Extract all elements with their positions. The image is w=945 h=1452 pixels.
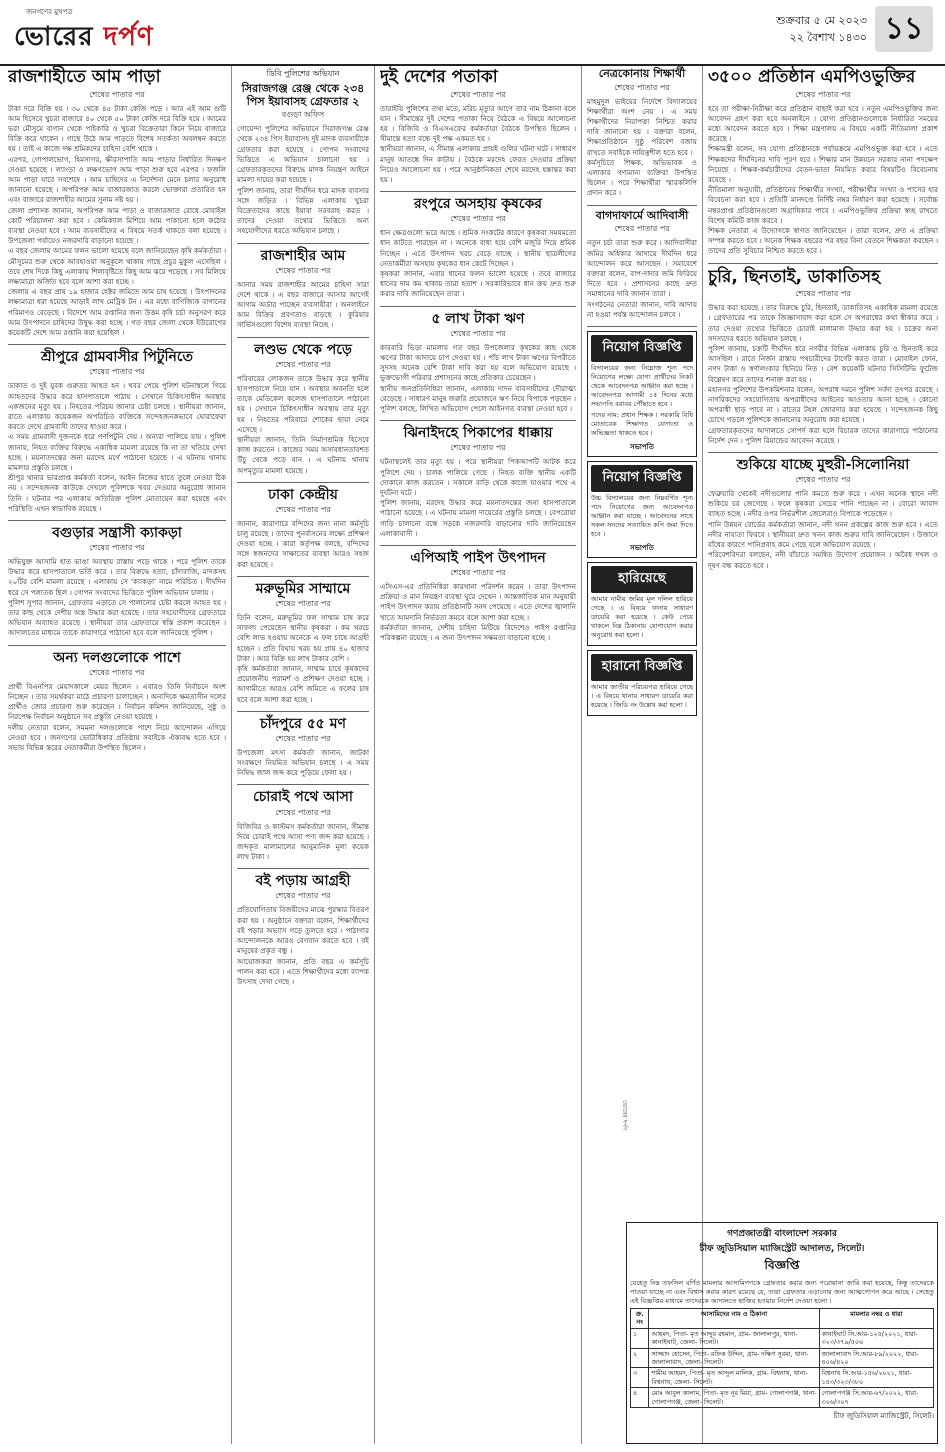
story-paragraph: প্রতিযোগিতায় বিজয়ীদের মাঝে পুরস্কার বিতরণ করা হয় । অনুষ্ঠানে বক্তারা বলেন, শিক্ষার্থীদের বই পড়ার অভ্যাস গড়ে তুলতে হবে । পাঠাগার আন্দোলনকে আরও বেগবান করতে হবে । বই মানুষের প্রকৃত বন্ধু । [237, 905, 369, 956]
story-headline: বগুড়ার সন্ত্রাসী ক্যাকড়া [52, 524, 182, 541]
story-paragraph: অভিযুক্ত আসামি হাত ভাঙা অবস্থায় রাস্তায় পড়ে থাকে । পরে পুলিশ তাকে উদ্ধার করে হাসপাতালে ভর্তি করে । তার বিরুদ্ধে হত্যা, চাঁদাবাজি, মাদকসহ ২০টির বেশি মামলা রয়েছে । এলাকায় সে 'ক্যাকড়া' নামে পরিচিত । দীর্ঘদিন ধরে সে পলাতক ছিল । গোপন সংবাদের ভিত্তিতে পুলিশ অভিযান চালায় । [8, 557, 226, 597]
news-story [237, 716, 369, 779]
table-cell: গোলাপগঞ্জ সি.আর-৬৭/২০২২, ধারা- ৩২৬/৩০৭ [819, 1388, 933, 1408]
story-divider [237, 784, 369, 785]
story-continuation: শেষের পাতার পর [450, 214, 506, 224]
story-paragraph: স্থানীয় জনপ্রতিনিধিরা জানান, এলাকায় দাদন ব্যবসায়ীদের দৌরাত্ম্য বেড়েছে । সাধারণ মানুষ জরুরি প্রয়োজনে ঋণ নিয়ে বিপাকে পড়ছেন । পুলিশ বলছে, লিখিত অভিযোগ পেলে আইনগত ব্যবস্থা নেওয়া হবে । [380, 383, 576, 413]
story-divider [237, 482, 369, 483]
story-continuation: শেষের পাতার পর [795, 475, 851, 485]
story-divider [587, 205, 697, 206]
news-story [237, 342, 369, 476]
column-divider [231, 66, 232, 1444]
table-cell: ১ [631, 1328, 649, 1348]
story-headline: নেত্রকোনায় শিক্ষার্থী [598, 67, 686, 80]
story-continuation: শেষের পাতার পর [450, 328, 506, 338]
story-divider [237, 868, 369, 869]
story-paragraph: উদ্ধার করা হয়েছে । তার বিরুদ্ধে চুরি, ছিনতাই, ডাকাতিসহ একাধিক মামলা রয়েছে । গ্রেফতারের পর তাকে জিজ্ঞাসাবাদ করা হলে সে অপরাধের কথা স্বীকার করে । তার দেওয়া তথ্যের ভিত্তিতে চোরাই মালামাল উদ্ধার করা হয় । চক্রের অন্য সদস্যদের ধরতে অভিযান চলছে । [708, 303, 938, 343]
story-continuation: শেষের পাতার পর [89, 543, 145, 553]
story-headline: অন্য দলগুলোকে পাশে [53, 649, 181, 666]
column-1 [8, 66, 226, 1444]
table-header-cell: ক্র. নং [631, 1309, 649, 1329]
story-headline: শুকিয়ে যাচ্ছে মুহুরী-সিলোনিয়া [736, 456, 910, 473]
story-divider [237, 576, 369, 577]
story-paragraph: কর্মসূচিতে শিক্ষক, অভিভাবক ও এলাকার গণ্যমান্য ব্যক্তিরা উপস্থিত ছিলেন । পরে শিক্ষার্থীরা স্মারকলিপি প্রদান করে । [587, 157, 697, 198]
story-paragraph: পুলিশ জানায়, চক্রটি দীর্ঘদিন ধরে নগরীর বিভিন্ন এলাকায় চুরি ও ছিনতাই করে আসছিল । রাতে নির্জন রাস্তায় পথচারীদের টার্গেট করত তারা । মোবাইল ফোন, নগদ টাকা ও স্বর্ণালংকার ছিনিয়ে নিত । বেশ কয়েকটি ঘটনার সিসিটিভি ফুটেজ বিশ্লেষণ করে তাদের শনাক্ত করা হয় । [708, 343, 938, 384]
news-story [380, 550, 576, 643]
logo-name-part2: দর্পণ [103, 22, 154, 52]
story-headline: ঢাকা কেন্দ্রীয় [268, 486, 338, 503]
story-paragraph: প্রার্থী বিএনপির মেয়াদকালে মেয়র ছিলেন । এবারও তিনি নির্বাচনে অংশ নিচ্ছেন । তার সমর্থকরা মাঠে প্রচারণা চালাচ্ছেন । অন্যদিকে ক্ষমতাসীন দলের প্রার্থীও জোর প্রচারণা শুরু করেছেন । নির্বাচন কমিশন জানিয়েছে, সুষ্ঠু ও নিরপেক্ষ নির্বাচন অনুষ্ঠানে সব প্রস্তুতি নেওয়া হয়েছে । [8, 681, 226, 722]
table-row [631, 1388, 934, 1408]
table-cell: সাজ্জাদ হোসেন, পিতা- রফিক উদ্দিন, গ্রাম- দক্ষিণ সুরমা, থানা- জালালাবাদ, জেলা- সিলেট। [649, 1348, 819, 1368]
logo-tagline: জনগণের মুখপত্র [26, 8, 73, 16]
story-paragraph: তিনি বলেন, মরুভূমির ফল সাম্মাম চাষ করে সাফল্য পেয়েছেন স্থানীয় কৃষকরা । কম খরচে বেশি লাভ হওয়ায় অনেকে এ ফল চাষে আগ্রহী হচ্ছেন । প্রতি বিঘায় খরচ হয় প্রায় ৪০ হাজার টাকা । আর বিক্রি হয় লাখ টাকার বেশি । [237, 612, 369, 663]
story-paragraph: গোয়েন্দা পুলিশের অভিযানে সিরাজগঞ্জ রেঞ্জ থেকে ২৩৪ পিস ইয়াবাসহ দুই মাদক ব্যবসায়ীকে গ্রেফতার করা হয়েছে । গোপন সংবাদের ভিত্তিতে এ অভিযান চালানো হয় । গ্রেফতারকৃতদের বিরুদ্ধে মাদক নিয়ন্ত্রণ আইনে মামলা দায়ের করা হয়েছে । [237, 124, 369, 185]
news-story [237, 581, 369, 705]
story-continuation: শেষের পাতার পর [89, 667, 145, 677]
story-paragraph: পরিবারের লোকজন তাকে উদ্ধার করে স্থানীয় হাসপাতালে নিয়ে যান । অবস্থার অবনতি হলে তাকে মেডিকেল কলেজ হাসপাতালে পাঠানো হয় । সেখানে চিকিৎসাধীন অবস্থায় তার মৃত্যু হয় । নিহতের পরিবারে শোকের ছায়া নেমে এসেছে । [237, 373, 369, 434]
story-paragraph: জেলায় এ বছর প্রায় ১৯ হাজার হেক্টর জমিতে আম চাষ হয়েছে । উৎপাদনের লক্ষ্যমাত্রা ধরা হয়েছে আড়াই লাখ মেট্রিক টন । এর মধ্যে বাণিজ্যিক বাগানের পরিমাণও বেড়েছে । বিদেশে আম রপ্তানির জন্য উত্তম কৃষি চর্চা অনুসরণ করে আম উৎপাদনে চাষিদের উদ্বুদ্ধ করা হচ্ছে । গত বছর জেলা থেকে ইউরোপের কয়েকটি দেশে আম রপ্তানি করা হয়েছিল । [8, 287, 226, 338]
news-story [587, 210, 697, 320]
table-cell: জালালাবাদ সি.আর-৮৯/২০২২, ধারা- ৪০৬/৪২০ [819, 1348, 933, 1368]
story-paragraph: পানি উন্নয়ন বোর্ডের কর্মকর্তারা জানান, নদী খনন প্রকল্পের কাজ শুরু হবে । এতে নদীর নাব্যতা ফিরবে । স্থানীয়রা দ্রুত খনন কাজ শুরুর দাবি জানিয়েছেন । উজানে বাঁধের কারণে পানিপ্রবাহ কমে গেছে বলে অভিযোগ রয়েছে । [708, 519, 938, 550]
story-divider [708, 263, 938, 264]
story-paragraph: ধান ক্ষেত্রগুলো ভরে আছে । শ্রমিক সংকটের কারণে কৃষকরা সময়মতো ধান কাটতে পারছেন না । অনেকে বাধ্য হয়ে বেশি মজুরি দিয়ে শ্রমিক নিচ্ছেন । এতে উৎপাদন খরচ বেড়ে যাচ্ছে । স্থানীয় ছাত্রলীগের নেতাকর্মীরা অসহায় কৃষকের ধান কেটে দিচ্ছেন । [380, 228, 576, 268]
classified-ad [587, 562, 697, 646]
story-paragraph: কারবারি ভিড়া মামলায় গত বছর উপজেলার কৃষকের কাছ থেকে ঋণের টাকা আদায়ে চাপ দেওয়া হয় । পাঁচ লাখ টাকা ঋণের বিপরীতে সুদসহ অনেক বেশি টাকা দাবি করা হয় বলে অভিযোগ রয়েছে । ভুক্তভোগী পরিবার প্রশাসনের কাছে প্রতিকার চেয়েছেন । [380, 342, 576, 383]
story-divider [8, 645, 226, 646]
story-paragraph: নীতিমালা অনুযায়ী, প্রতিষ্ঠানের শিক্ষার্থীর সংখ্যা, পরীক্ষার্থীর সংখ্যা ও পাসের হার বিবেচনা করা হবে । প্রতিটি মানদণ্ডে নির্দিষ্ট নম্বর নির্ধারণ করা হয়েছে । সর্বোচ্চ নম্বরপ্রাপ্ত প্রতিষ্ঠানগুলো অগ্রাধিকার পাবে । এমপিওভুক্তির প্রক্রিয়া স্বচ্ছ রাখতে বিশেষ কমিটি কাজ করবে । [708, 185, 938, 225]
classified-ad [587, 461, 697, 558]
masthead [0, 0, 945, 66]
story-headline: ঝিনাইদহে পিকাপের ধাক্কায় [403, 425, 553, 442]
court-notice-title: বিজ্ঞপ্তি [764, 1258, 800, 1272]
classified-ad-title: নিয়োগ বিজ্ঞপ্তি [591, 465, 693, 492]
date-bengali: ২২ বৈশাখ ১৪৩০ [789, 31, 867, 44]
story-headline: দুই দেশের পতাকা [380, 67, 498, 87]
story-paragraph: বিজিবির ও কাস্টমস কর্মকর্তারা জানান, সীমান্ত দিয়ে চোরাই পথে আসা পণ্য জব্দ করা হয়েছে । জব্দকৃত মালামালের আনুমানিক মূল্য কয়েক লাখ টাকা । [237, 821, 369, 862]
story-continuation: শেষের পাতার পর [450, 89, 506, 99]
story-divider [380, 306, 576, 307]
classified-ad-title: হারানো বিজ্ঞপ্তি [591, 654, 693, 681]
news-story [237, 68, 369, 237]
court-notice-court: চীফ জুডিসিয়াল ম্যাজিস্ট্রেট আদালত, সিলেট। [699, 1244, 865, 1254]
story-continuation: শেষের পাতার পর [275, 504, 331, 514]
news-story [380, 311, 576, 415]
story-continuation: শেষের পাতার পর [275, 359, 331, 369]
story-headline: ৫ লাখ টাকা ঋণ [431, 310, 525, 327]
news-story [380, 196, 576, 300]
story-headline: চোরাই পথে আসা [253, 789, 353, 806]
classified-ad-text: বিদ্যালয়ের জন্য নিম্নোক্ত শূন্য পদে নিয়োগের লক্ষ্যে যোগ্য প্রার্থীদের নিকট থেকে আবেদনপত্র আহ্বান করা হচ্ছে । আবেদনপত্র আগামী ১৫ দিনের মধ্যে সভাপতি বরাবর পৌঁছাতে হবে । [591, 363, 693, 408]
story-headline: এপিআই পাইপ উৎপাদন [410, 549, 546, 566]
story-continuation: শেষের পাতার পর [450, 443, 506, 453]
story-continuation: শেষের পাতার পর [795, 89, 851, 99]
classified-ad-text: পদের নাম: প্রধান শিক্ষক । সরকারি বিধি মোতাবেক শিক্ষাগত যোগ্যতা ও অভিজ্ঞতা থাকতে হবে । [591, 410, 693, 437]
table-cell: কানাইঘাট সি.আর-১২৫/২০২১, ধারা- ৩২৩/৩৭৯/৫০৬ [819, 1328, 933, 1348]
story-paragraph: কৃষকরা জানান, এবার ধানের ফলন ভালো হয়েছে । তবে বাজারে ধানের দাম কম থাকায় তারা হতাশ । সরকারিভাবে ধান ক্রয় দ্রুত শুরু করার দাবি জানিয়েছেন তারা । [380, 269, 576, 299]
story-divider [708, 452, 938, 453]
classified-ad-text: আমার নামীয় জমির মূল দলিল হারিয়ে গেছে । এ বিষয়ে থানায় সাধারণ ডায়েরি করা হয়েছে । কেউ পেয়ে থাকলে নিম্ন ঠিকানায় যোগাযোগ করার অনুরোধ করা হলো । [591, 594, 693, 639]
story-paragraph: আনার সময় রাজশাহীর আমের চাহিদা সারা দেশে থাকে । এ বছর বাজারে আসার আগেই আগাম অর্ডার পাচ্ছেন ব্যবসায়ীরা । অনলাইনে আম বিক্রির প্রবণতাও বাড়ছে । কুরিয়ার সার্ভিসগুলো বিশেষ ব্যবস্থা নিচ্ছে । [237, 279, 369, 330]
story-divider [587, 326, 697, 327]
table-header-cell: আসামিদের নাম ও ঠিকানা [649, 1309, 819, 1329]
table-cell: ৪ [631, 1388, 649, 1408]
story-headline: রাজশাহীতে আম পাড়া [8, 67, 161, 87]
story-headline: ৩৫০০ প্রতিষ্ঠান এমপিওভুক্তির [708, 67, 916, 87]
story-paragraph: শ্রীপুর থানার ভারপ্রাপ্ত কর্মকর্তা বলেন, আইন নিজের হাতে তুলে নেওয়া ঠিক নয় । সন্দেহজনক কাউকে দেখলে পুলিশকে খবর দেওয়ার অনুরোধ জানান তিনি । ঘটনার পর এলাকায় অতিরিক্ত পুলিশ মোতায়েন করা হয়েছে এবং পরিস্থিতি এখন স্বাভাবিক রয়েছে । [8, 473, 226, 513]
table-cell: আহমদ, পিতা- মৃত আব্দুর রহমান, গ্রাম- জালালপুর, থানা- কানাইঘাট, জেলা- সিলেট। [649, 1328, 819, 1348]
story-paragraph: আয়োজকরা জানান, প্রতি বছর এ কর্মসূচি পালন করা হবে । এতে শিক্ষার্থীদের মধ্যে ব্যাপক উৎসাহ দেখা গেছে । [237, 956, 369, 986]
story-paragraph: এরপর, গোপালভোগ, হিমসাগর, ক্ষীরসাপাতি আম পাড়ার নির্ধারিত দিনক্ষণ দেওয়া হয়েছে । ল্যাংড়া ও লক্ষণভোগ আম পাড়া শুরু হবে এরপর । ফজলি আম পাড়া যাবে সবশেষে । আম চাষিদের এ নির্দেশনা মেনে চলার অনুরোধ জানানো হয়েছে । অপরিপক্ব আম বাজারজাত করলে ভোক্তারা প্রতারিত হন এবং বাজারে রাজশাহীর আমের সুনাম নষ্ট হয় । [8, 154, 226, 205]
news-story [8, 525, 226, 639]
column-divider [374, 66, 375, 1444]
story-paragraph: নতুন চর্চা তারা শুরু করে । আদিবাসীরা জমির অধিকার আদায়ে দীর্ঘদিন ধরে আন্দোলন করে আসছেন । সমাবেশে বক্তারা বলেন, বাপ-দাদার জমি ফিরিয়ে দিতে হবে । প্রশাসনের কাছে দ্রুত সমাধানের দাবি জানান তারা । [587, 238, 697, 299]
court-notice-government: গণপ্রজাতন্ত্রী বাংলাদেশ সরকার [727, 1229, 837, 1239]
story-paragraph: ঘটনাস্থলেই তার মৃত্যু হয় । পরে স্থানীয়রা পিকআপটি আটক করে পুলিশে দেয় । চালক পালিয়ে গেছে । নিহত ব্যক্তি স্থানীয় একটি দোকানে কাজ করতেন । সকালে বাড়ি থেকে কাজে যাওয়ার পথে এ দুর্ঘটনা ঘটে । [380, 457, 576, 497]
table-header-cell: মামলার নম্বর ও ধারা [819, 1309, 933, 1329]
story-headline: শ্রীপুরে গ্রামবাসীর পিটুনিতে [41, 349, 193, 366]
story-paragraph: টাকা দরে বিক্রি হয় । ৩০ থেকে ৪৫ টাকা কেজি পড়ে । আর এই আম গুটি আম হিসেবে খুচরা বাজারে ৪০ থেকে ৫০ টাকা কেজি দরে বিক্রি হয়ে । আমের ভরা মৌসুমে বাগান থেকে পাইকারি ও খুচরা বিক্রেতারা কিনে নিয়ে বাজারে বিক্রি করে থাকেন । গাছে উঠে আম পাড়তে বিশেষ সতর্কতা অবলম্বন করতে হয় । তাই এ কাজে দক্ষ শ্রমিকদের চাহিদা বেশি থাকে । [8, 103, 226, 154]
court-notice-signature: চীফ জুডিসিয়াল ম্যাজিস্ট্রেট, সিলেট। [833, 1412, 934, 1421]
story-continuation: শেষের পাতার পর [275, 807, 331, 817]
news-story [8, 349, 226, 514]
column-3 [380, 66, 576, 1444]
story-headline: মরুভূমির সাম্মামে [255, 580, 351, 597]
story-paragraph: গ্রেফতারকৃতদের আদালতে সোপর্দ করা হলে বিচারক তাদের কারাগারে পাঠানোর নির্দেশ দেন । পুলিশ রিমান্ডের আবেদন করেছে । [708, 425, 938, 445]
story-paragraph: মহানগর পুলিশের উপকমিশনার বলেন, অপরাধ দমনে পুলিশ সর্বদা তৎপর রয়েছে । নাগরিকদের সহযোগিতায় অপরাধীদের আইনের আওতায় আনা হচ্ছে । কোনো অপরাধী ছাড় পাবে না । রাতের টহল জোরদার করা হয়েছে । সন্দেহজনক কিছু চোখে পড়লে পুলিশকে জানানোর অনুরোধ করা হয়েছে । [708, 384, 938, 425]
story-continuation: শেষের পাতার পর [89, 89, 145, 99]
table-row [631, 1368, 934, 1388]
news-story [587, 68, 697, 199]
column-5 [708, 66, 938, 1216]
table-cell: ২ [631, 1348, 649, 1368]
story-paragraph: পুলিশ সুপার জানান, গ্রেফতার এড়াতে সে পালানোর চেষ্টা করলে আহত হয় । তার কাছ থেকে দেশীয় অস্ত্র উদ্ধার করা হয়েছে । তার সহযোগীদের গ্রেফতারে অভিযান অব্যাহত রয়েছে । স্থানীয়রা তার গ্রেফতারে স্বস্তি প্রকাশ করেছেন । আদালতের মাধ্যমে তাকে কারাগারে পাঠানো হবে বলে জানিয়েছে পুলিশ । [8, 597, 226, 638]
story-paragraph: এ বছর জেলায় আমের ফলন ভালো হয়েছে বলে জানিয়েছেন কৃষি কর্মকর্তারা । মৌসুমের শুরু থেকে আবহাওয়া অনুকূলে থাকায় গাছে প্রচুর মুকুল এসেছিল । তবে শেষ দিকে কিছু এলাকায় শিলাবৃষ্টিতে কিছু আম ঝরে পড়েছে । সব মিলিয়ে লক্ষ্যমাত্রা অর্জিত হবে বলে আশা করা হচ্ছে । [8, 246, 226, 286]
news-story [237, 789, 369, 862]
story-headline: বই পড়ায় আগ্রহী [255, 873, 351, 890]
news-story [237, 487, 369, 570]
classified-ad-title: হারিয়েছে [591, 566, 693, 593]
classified-ad-signature: সভাপতি [630, 442, 654, 451]
news-story [708, 68, 938, 257]
court-notice-table [630, 1308, 934, 1408]
story-divider [380, 420, 576, 421]
page-number: ১১ [875, 6, 933, 52]
table-row [631, 1328, 934, 1348]
court-notice [626, 1222, 938, 1444]
story-paragraph: কর্মকর্তারা জানান, দেশীয় চাহিদা মিটিয়ে বিদেশেও পাইপ রপ্তানির পরিকল্পনা রয়েছে । এ জন্য উৎপাদন সক্ষমতা বাড়ানো হচ্ছে । [380, 622, 576, 643]
story-paragraph: শিক্ষক নেতারা এ উদ্যোগকে স্বাগত জানিয়েছেন । তারা বলেন, দ্রুত এ প্রক্রিয়া সম্পন্ন করতে হবে । অনেক শিক্ষক বছরের পর বছর বিনা বেতনে শিক্ষকতা করছেন । তাদের প্রতি সুবিচার নিশ্চিত করতে হবে । [708, 225, 938, 256]
story-paragraph: পুলিশ জানায়, তারা দীর্ঘদিন ধরে মাদক ব্যবসার সঙ্গে জড়িত । বিভিন্ন এলাকায় খুচরা বিক্রেতাদের কাছে ইয়াবা সরবরাহ করত । তাদের দেওয়া তথ্যের ভিত্তিতে অন্য সহযোগীদের ধরতে অভিযান চলছে । [237, 185, 369, 236]
story-headline: লণ্ডভ থেকে পড়ে [254, 341, 352, 358]
story-continuation: শেষের পাতার পর [275, 598, 331, 608]
table-cell: মোঃ আবুল কালাম, পিতা- মৃত নূর মিয়া, গ্রাম- গোলাপগঞ্জ, থানা- গোলাপগঞ্জ, জেলা- সিলেট। [649, 1388, 819, 1408]
news-story [380, 425, 576, 539]
story-paragraph: স্থানীয়রা জানান, এ সীমান্ত এলাকায় প্রায়ই গুলির ঘটনা ঘটে । সাধারণ মানুষ আতঙ্কে দিন কাটায় । বৈঠকে মরদেহ ফেরত দেওয়ার প্রক্রিয়া নিয়েও আলোচনা হয় । পরে আনুষ্ঠানিকতা শেষে মরদেহ হস্তান্তর করা হয় । [380, 144, 576, 184]
story-divider [380, 545, 576, 546]
news-story [380, 68, 576, 185]
column-divider [581, 66, 582, 1444]
date-gregorian: শুক্রবার ৫ মে ২০২৩ [776, 14, 867, 27]
story-kicker: ডিবি পুলিশের অভিযান [266, 69, 340, 78]
story-divider [237, 243, 369, 244]
table-cell: শামীম আহমদ, পিতা- মৃত আব্দুল মালিক, গ্রাম- বিশ্বনাথ, থানা- বিশ্বনাথ, জেলা- সিলেট। [649, 1368, 819, 1388]
story-continuation: শেষের পাতার পর [89, 367, 145, 377]
news-story [237, 873, 369, 987]
story-continuation: শেষের পাতার পর [614, 224, 670, 234]
story-paragraph: দলীয় নেতারা বলেন, সমমনা দলগুলোকে পাশে নিয়ে আন্দোলন এগিয়ে নেওয়া হবে । জনগণের ভোটাধিকার প্রতিষ্ঠায় সবাইকে ঐক্যবদ্ধ হতে হবে । সভায় বিভিন্ন স্তরের নেতাকর্মীরা উপস্থিত ছিলেন । [8, 722, 226, 752]
story-continuation: শেষের পাতার পর [275, 265, 331, 275]
story-paragraph: কৃষি কর্মকর্তারা জানান, সাম্মাম চাষে কৃষকদের প্রয়োজনীয় পরামর্শ ও প্রশিক্ষণ দেওয়া হচ্ছে । আগামীতে আরও বেশি জমিতে এ ফলের চাষ হবে বলে আশা করা হচ্ছে । [237, 663, 369, 704]
table-cell: ৩ [631, 1368, 649, 1388]
story-headline: রংপুরে অসহায় কৃষকের [414, 196, 542, 213]
story-paragraph: পুলিশ জানায়, মরদেহ উদ্ধার করে ময়নাতদন্তের জন্য হাসপাতালে পাঠানো হয়েছে । এ ঘটনায় মামলা দায়েরের প্রস্তুতি চলছে । বেপরোয়া গাড়ি চালানো বন্ধে সড়কে নজরদারি বাড়ানোর দাবি জানিয়েছেন এলাকাবাসী । [380, 498, 576, 538]
news-story [8, 68, 226, 338]
story-continuation: শেষের পাতার পর [614, 82, 670, 92]
story-paragraph: সংগঠনের নেতারা জানান, দাবি আদায় না হওয়া পর্যন্ত আন্দোলন চলবে । [587, 299, 697, 319]
story-paragraph: শিক্ষামন্ত্রী বলেন, সব যোগ্য প্রতিষ্ঠানকে পর্যায়ক্রমে এমপিওভুক্ত করা হবে । এতে শিক্ষকদের দীর্ঘদিনের দাবি পূরণ হবে । শিক্ষার মান উন্নয়নে সরকার নানা পদক্ষেপ নিয়েছে । শিক্ষক-কর্মচারীদের বেতন-ভাতা নিয়মিত করার বিষয়টিও বিবেচনায় রয়েছে । [708, 144, 938, 184]
logo-name-part1: ভোরের [14, 22, 104, 52]
classified-ad-signature: সভাপতি [630, 543, 654, 552]
logo-name [14, 16, 154, 60]
classified-ad-text: আমার জাতীয় পরিচয়পত্র হারিয়ে গেছে । এ বিষয়ে থানায় সাধারণ ডায়েরি করা হয়েছে । জিডি নং উল্লেখ করা হলো । [591, 682, 693, 709]
story-paragraph: মাহমুদুল ভাইয়ের নির্দেশে বিদ্যালয়ের শিক্ষার্থীরা অংশ নেয় । এ সময় শিক্ষার্থীদের নিরাপত্তা নিশ্চিত করার দাবি জানানো হয় । বক্তারা বলেন, শিক্ষাপ্রতিষ্ঠানে সুষ্ঠু পরিবেশ বজায় রাখতে সবাইকে দায়িত্বশীল হতে হবে । [587, 96, 697, 157]
classified-ad [587, 650, 697, 716]
date-block [776, 12, 867, 46]
story-paragraph: জেলা প্রশাসক জানান, অপরিপক্ব আম পাড়া ও বাজারজাত রোধে মোবাইল কোর্ট পরিচালনা করা হবে । কেমিক্যাল মিশিয়ে আম পাকানো হলে কঠোর ব্যবস্থা নেওয়া হবে । আম ব্যবসায়ীদের এ বিষয়ে সতর্ক থাকতে বলা হয়েছে । উপজেলা পর্যায়েও নজরদারি বাড়ানো হয়েছে । [8, 205, 226, 246]
story-paragraph: জানান, কারাগারে বন্দিদের জন্য নানা কর্মসূচি চালু রয়েছে । তাদের পুনর্বাসনের লক্ষ্যে প্রশিক্ষণ দেওয়া হচ্ছে । কারা কর্তৃপক্ষ বলছে, বন্দিদের সঙ্গে স্বজনদের সাক্ষাতের ব্যবস্থা আরও সহজ করা হয়েছে । [237, 518, 369, 569]
court-notice-table-header [631, 1309, 934, 1329]
story-continuation: শেষের পাতার পর [275, 733, 331, 743]
table-row [631, 1348, 934, 1368]
classified-ad-title: নিয়োগ বিজ্ঞপ্তি [591, 335, 693, 362]
story-continuation: বগুড়া অফিস [281, 110, 325, 120]
story-divider [8, 520, 226, 521]
news-story [237, 248, 369, 331]
story-continuation: শেষের পাতার পর [275, 891, 331, 901]
table-cell: বিশ্বনাথ সি.আর-১৫৬/২০২১, ধারা- ১৪৩/৩২৩/৩৮০ [819, 1368, 933, 1388]
court-notice-intro: যেহেতু নিম্ন তফসিল বর্ণিত মামলার আসামিগণকে গ্রেফতার করার জন্য পরোয়ানা জারি করা হয়েছে, কিন্তু তাদেরকে পাওয়া যাচ্ছে না এবং বিশ্বাস করার কারণ রয়েছে যে, তারা গ্রেফতার এড়ানোর জন্য আত্মগোপন করে আছে । সেহেতু এই বিজ্ঞপ্তির মাধ্যমে তাদেরকে আদালতে হাজির হওয়ার নির্দেশ দেওয়া হলো । [630, 1279, 934, 1305]
story-headline: সিরাজগঞ্জ রেঞ্জ থেকে ২৩৪ পিস ইয়াবাসহ গ্রেফতার ২ [241, 82, 365, 108]
story-paragraph: পরিবেশবিদরা বলছেন, নদী বাঁচাতে সমন্বিত উদ্যোগ প্রয়োজন । অবৈধ দখল ও দূষণ বন্ধ করতে হবে । [708, 550, 938, 570]
story-continuation: শেষের পাতার পর [450, 568, 506, 578]
edge-text: ভোরের দর্পণ [621, 1100, 628, 1131]
column-2 [237, 66, 369, 1444]
story-divider [237, 337, 369, 338]
story-paragraph: এসিএস-এর প্রতিনিধিরা কারখানা পরিদর্শন করেন । তারা উৎপাদন প্রক্রিয়া ও মান নিয়ন্ত্রণ ব্যবস্থা ঘুরে দেখেন । আন্তর্জাতিক মান অনুযায়ী পাইপ উৎপাদন করায় প্রতিষ্ঠানটি সনদ পেয়েছে । এতে দেশের জ্বালানি খাতে আমদানি নির্ভরতা কমবে বলে আশা করা হচ্ছে । [380, 582, 576, 622]
news-story [708, 457, 938, 571]
story-paragraph: হবে তা পরীক্ষা-নিরীক্ষা করে প্রতিষ্ঠান বাছাই করা হবে । নতুন এমপিওভুক্তির জন্য আবেদন গ্রহণ করা হবে অনলাইনে । যোগ্য প্রতিষ্ঠানগুলোকে নির্ধারিত সময়ের মধ্যে আবেদন করতে হবে । শিক্ষা মন্ত্রণালয় এ বিষয়ে একটি নীতিমালা প্রকাশ করেছে । [708, 103, 938, 144]
story-paragraph: স্থানীয়রা জানান, তিনি নির্মাণশ্রমিক হিসেবে কাজ করতেন । কাজের সময় অসাবধানতাবশত উঁচু থেকে পড়ে যান । এ ঘটনায় থানায় অপমৃত্যুর মামলা হয়েছে । [237, 434, 369, 475]
news-story [8, 650, 226, 754]
story-paragraph: ডাকাত ও দুই যুবক গুরুতর আহত হন । খবর পেয়ে পুলিশ ঘটনাস্থলে গিয়ে আহতদের উদ্ধার করে হাসপাতালে পাঠায় । সেখানে চিকিৎসাধীন অবস্থায় একজনের মৃত্যু হয় । নিহতের পরিচয় জানার চেষ্টা চলছে । স্থানীয়রা জানান, রাতে এলাকায় কয়েকজন অপরিচিত ব্যক্তিকে সন্দেহজনকভাবে ঘোরাফেরা করতে দেখে গ্রামবাসী তাদের ধাওয়া করে । [8, 381, 226, 432]
newspaper-logo [14, 6, 204, 58]
story-divider [380, 191, 576, 192]
classified-ad [587, 331, 697, 457]
story-divider [237, 711, 369, 712]
classified-ad-text: উচ্চ বিদ্যালয়ের জন্য নিম্নবর্ণিত শূন্য পদে নিয়োগের জন্য আবেদনপত্র আহ্বান করা যাচ্ছে । আবেদনের সাথে সকল সনদের সত্যায়িত কপি জমা দিতে হবে । [591, 493, 693, 538]
story-paragraph: এ সময় গ্রামবাসী দুজনকে ধরে গণপিটুনি দেয় । অন্যরা পালিয়ে যায় । পুলিশ জানায়, নিহত ব্যক্তির বিরুদ্ধে একাধিক মামলা রয়েছে কি না তা খতিয়ে দেখা হচ্ছে । ময়নাতদন্তের জন্য মরদেহ মর্গে পাঠানো হয়েছে । এ ঘটনায় থানায় মামলার প্রস্তুতি চলছে । [8, 432, 226, 472]
story-headline: চুরি, ছিনতাই, ডাকাতিসহ [708, 266, 881, 287]
story-paragraph: তারাইয়ি পুলিশের তথ্য মতে, মরিচ মৃত্যুর আগে তার নাম ঠিকানা বলে যান । সীমান্তের দুই দেশের পতাকা নিয়ে বৈঠকে এ বিষয়ে আলোচনা হয় । বিজিবি ও বিএসএফের কর্মকর্তারা বৈঠকে উপস্থিত ছিলেন । সীমান্তে হত্যা বন্ধে দুই পক্ষ একমত হয় । [380, 103, 576, 144]
story-headline: রাজশাহীর আম [260, 247, 346, 264]
story-paragraph: উপজেলা মৎস্য কর্মকর্তা জানান, জাটকা সংরক্ষণে নিয়মিত অভিযান চলছে । এ সময় নিষিদ্ধ জাল জব্দ করে পুড়িয়ে ফেলা হয় । [237, 747, 369, 778]
news-story [708, 268, 938, 446]
story-continuation: শেষের পাতার পর [795, 289, 851, 299]
story-divider [8, 344, 226, 345]
story-headline: বাগদাফার্মে আদিবাসী [595, 208, 689, 222]
story-headline: চাঁদপুরে ৫৫ মণ [260, 715, 346, 732]
story-paragraph: ফেব্রুয়ারি থেকেই নদীগুলোর পানি কমতে শুরু করে । এখন অনেক স্থানে নদী শুকিয়ে চর জেগেছে । ফলে কৃষকরা সেচের পানি পাচ্ছেন না । বোরো আবাদ ব্যাহত হচ্ছে । নদীর ওপর নির্ভরশীল জেলেরাও বিপাকে পড়েছেন । [708, 489, 938, 519]
